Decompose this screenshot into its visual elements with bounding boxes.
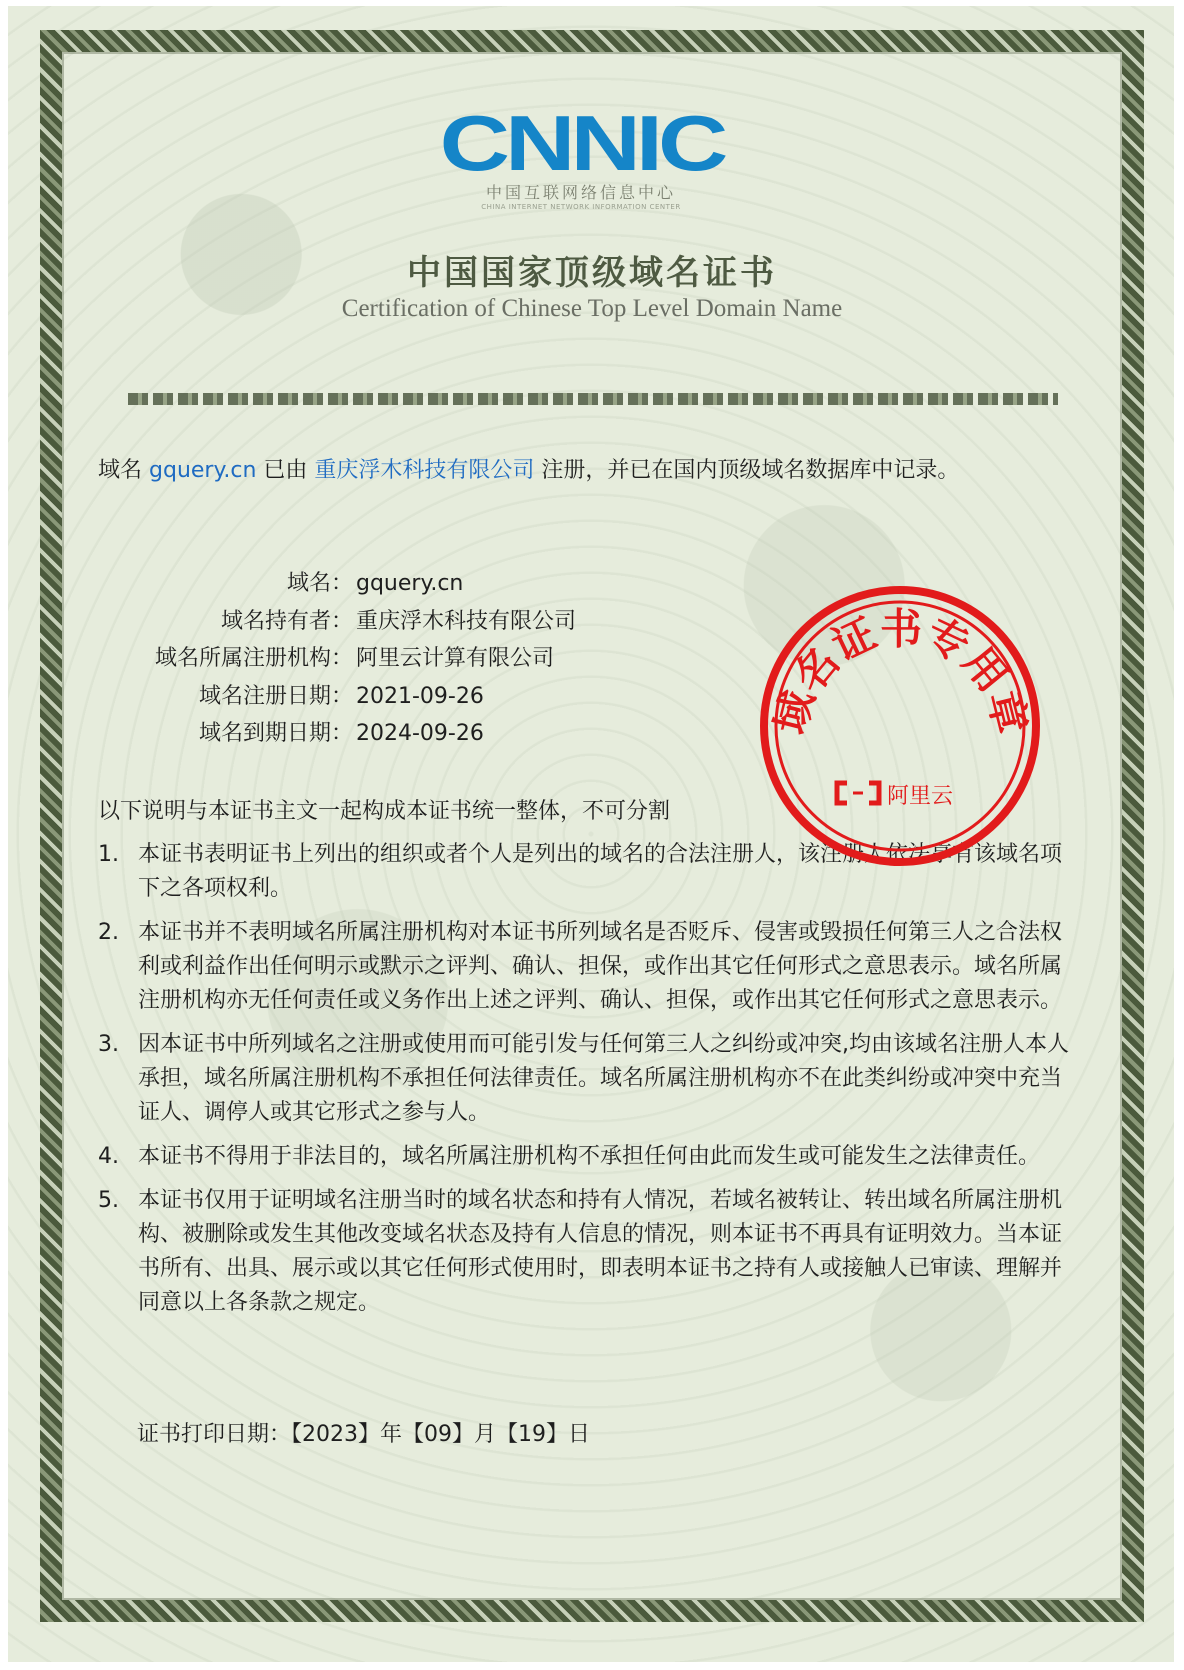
official-seal-stamp <box>757 583 1043 869</box>
ornamental-divider <box>128 393 1058 405</box>
clause-text: 本证书不得用于非法目的，域名所属注册机构不承担任何由此而发生或可能发生之法律责任。 <box>138 1144 1041 1169</box>
info-separator: ： <box>331 683 354 709</box>
clause-item <box>98 916 1078 1018</box>
print-date-label: 证书打印日期： <box>137 1422 292 1447</box>
intro-middle: 已由 <box>263 458 308 483</box>
clause-text: 本证书表明证书上列出的组织或者个人是列出的域名的合法注册人，该注册人依法享有该域名项下之各项权利。 <box>138 842 1063 901</box>
clause-item <box>98 1184 1078 1320</box>
clause-list <box>98 838 1078 1330</box>
clause-number: 1. <box>98 842 119 867</box>
cnnic-name-cn: 中国互联网络信息中心 <box>485 183 676 202</box>
info-value: 重庆浮木科技有限公司 <box>356 608 577 634</box>
notice-heading: 以下说明与本证书主文一起构成本证书统一整体，不可分割 <box>98 799 671 824</box>
info-separator: ： <box>331 721 354 746</box>
info-label: 域名注册日期 <box>198 683 331 709</box>
domain-info-table <box>98 565 698 753</box>
clause-item <box>98 1028 1078 1130</box>
info-separator: ： <box>331 608 354 634</box>
info-row-holder <box>98 603 698 641</box>
cnnic-logo-mark: CNNIC <box>439 99 723 187</box>
cnnic-logo <box>439 99 723 211</box>
certificate-title-cn: 中国国家顶级域名证书 <box>407 253 777 293</box>
clause-item <box>98 1140 1078 1174</box>
clause-number: 2. <box>98 920 119 945</box>
print-date <box>137 1418 590 1452</box>
intro-prefix: 域名 <box>98 458 143 483</box>
intro-paragraph <box>98 454 1068 488</box>
intro-domain-link[interactable]: gquery.cn <box>149 458 257 483</box>
info-label: 域名持有者 <box>220 608 331 634</box>
certificate-title-en: Certification of Chinese Top Level Domain Name <box>341 295 843 322</box>
cnnic-name-en: CHINA INTERNET NETWORK INFORMATION CENTER <box>481 203 681 211</box>
print-date-value: 【2023】年【09】月【19】日 <box>291 1422 590 1447</box>
info-label: 域名 <box>286 571 331 596</box>
aliyun-logo-icon <box>837 783 879 803</box>
info-separator: ： <box>331 571 354 596</box>
info-value: 阿里云计算有限公司 <box>356 646 555 671</box>
stamp-text: 域名证书专用章 <box>765 604 1037 739</box>
clause-number: 5. <box>98 1188 119 1213</box>
info-value: 2024-09-26 <box>356 721 484 746</box>
info-separator: ： <box>331 646 354 671</box>
clause-text: 本证书并不表明域名所属注册机构对本证书所列域名是否贬斥、侵害或毁损任何第三人之合法权利或利益作出任何明示或默示之评判、确认、担保，或作出其它任何形式之意思表示。域名所属注册机构亦无任何责任或义务作出上述之评判、确认、担保，或作出其它任何形式之意思表示。 <box>138 920 1063 1013</box>
info-row-expiry-date <box>98 715 698 753</box>
clause-text: 因本证书中所列域名之注册或使用而可能引发与任何第三人之纠纷或冲突,均由该域名注册人本人承担，域名所属注册机构不承担任何法律责任。域名所属注册机构亦不在此类纠纷或冲突中充当证人、调停人或其它形式之参与人。 <box>138 1032 1069 1125</box>
stamp-brand: 阿里云 <box>887 784 954 809</box>
clause-number: 3. <box>98 1032 119 1057</box>
info-label: 域名所属注册机构 <box>154 646 331 671</box>
intro-holder-link[interactable]: 重庆浮木科技有限公司 <box>314 458 535 483</box>
info-value: gquery.cn <box>356 571 464 596</box>
info-label: 域名到期日期 <box>198 721 331 746</box>
intro-suffix: 注册，并已在国内顶级域名数据库中记录。 <box>541 458 960 483</box>
info-value: 2021-09-26 <box>356 683 484 709</box>
info-row-registration-date <box>98 678 698 716</box>
clause-text: 本证书仅用于证明域名注册当时的域名状态和持有人情况，若域名被转让、转出域名所属注册机构、被删除或发生其他改变域名状态及持有人信息的情况，则本证书不再具有证明效力。当本证书所有、出具、展示或以其它任何形式使用时，即表明本证书之持有人或接触人已审读、理解并同意以上各条款之规定。 <box>138 1188 1063 1315</box>
info-row-registrar <box>98 640 698 678</box>
clause-number: 4. <box>98 1144 119 1169</box>
info-row-domain <box>98 565 698 603</box>
